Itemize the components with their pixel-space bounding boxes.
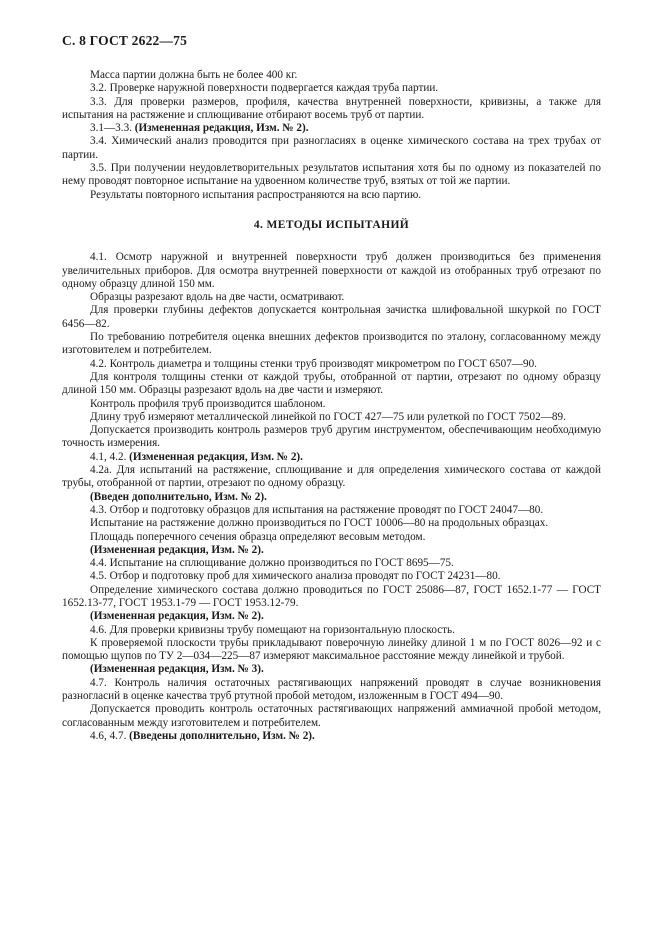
paragraph: Для контроля толщины стенки от каждой трубы, отобранной от партии, отрезают по одному образцу длиной 150 мм. Образцы разрезают вдоль на две части и измеряют.	[62, 370, 601, 397]
paragraph: 3.2. Проверке наружной поверхности подвергается каждая труба партии.	[90, 82, 439, 95]
amendment-label: (Измененная редакция, Изм. № 3).	[90, 663, 264, 676]
paragraph: Длину труб измеряют металлической линейкой по ГОСТ 427—75 или рулеткой по ГОСТ 7502—89.	[90, 410, 566, 423]
paragraph: Контроль профиля труб производится шаблоном.	[90, 397, 326, 410]
paragraph: 3.4. Химический анализ проводится при разногласиях в оценке химического состава на трех трубах от партии.	[62, 135, 601, 161]
paragraph: 4.7. Контроль наличия остаточных растягивающих напряжений проводят в случае возникновения разногласий в оценке качества труб ртутной пробой методом, изложенным в ГОСТ 494—90.	[62, 676, 601, 703]
document-body	[62, 69, 601, 743]
paragraph: Масса партии должна быть не более 400 кг.	[90, 69, 298, 81]
amendment-clause-ref: 3.1—3.3.	[90, 122, 135, 135]
paragraph: 4.1. Осмотр наружной и внутренней поверхности труб должен производиться без применения увеличительных приборов. Для осмотра внутренней поверхности от каждой из отобранных труб отрезают по одному образцу длиной 150 мм.	[62, 251, 601, 290]
amendment-note	[62, 610, 601, 623]
paragraph: 4.6. Для проверки кривизны трубу помещают на горизонтальную плоскость.	[90, 623, 455, 636]
paragraph: 3.3. Для проверки размеров, профиля, качества внутренней поверхности, кривизны, а также для испытания на растяжение и сплющивание отбирают восемь труб от партии.	[62, 95, 601, 121]
paragraph: К проверяемой плоскости трубы прикладывают поверочную линейку длиной 1 м по ГОСТ 8026—92 и с помощью щупов по ТУ 2—034—225—87 измеряют максимальное расстояние между линейкой и трубой.	[62, 636, 601, 663]
amendment-note	[62, 544, 601, 557]
section-4-body	[62, 251, 601, 743]
paragraph: По требованию потребителя оценка внешних дефектов производится по эталону, согласованному между изготовителем и потребителем.	[62, 331, 601, 357]
paragraph: 4.5. Отбор и подготовку проб для химического анализа проводят по ГОСТ 24231—80.	[90, 570, 501, 583]
section-3-continued	[62, 69, 601, 202]
amendment-note	[62, 122, 601, 135]
amendment-note	[62, 451, 601, 464]
amendment-clause-ref: 4.1, 4.2.	[90, 450, 130, 463]
paragraph: 4.4. Испытание на сплющивание должно производиться по ГОСТ 8695—75.	[90, 557, 454, 570]
amendment-label: (Введен дополнительно, Изм. № 2).	[90, 490, 267, 503]
paragraph: 3.5. При получении неудовлетворительных результатов испытания хотя бы по одному из показателей по нему проводят повторное испытание на удвоенном количестве труб, взятых от той же партии.	[62, 162, 601, 188]
paragraph: Допускается производить контроль размеров труб другим инструментом, обеспечивающим необходимую точность измерения.	[62, 424, 601, 450]
section-title: 4. МЕТОДЫ ИСПЫТАНИЙ	[253, 218, 410, 231]
amendment-label: (Введены дополнительно, Изм. № 2).	[129, 729, 315, 742]
amendment-note	[62, 491, 601, 504]
paragraph: Определение химического состава должно проводиться по ГОСТ 25086—87, ГОСТ 1652.1-77 — ГОСТ 1652.13-77, ГОСТ 1953.1-79 — ГОСТ 1953.12-79.	[62, 583, 601, 609]
paragraph: 4.2а. Для испытаний на растяжение, сплющивание и для определения химического состава от каждой трубы, отобранной от партии, отрезают по одному образцу.	[62, 464, 601, 490]
amendment-label: (Измененная редакция, Изм. № 2).	[134, 122, 309, 135]
amendment-clause-ref: 4.6, 4.7.	[90, 729, 130, 742]
paragraph: Результаты повторного испытания распространяются на всю партию.	[90, 188, 422, 201]
amendment-note	[62, 663, 601, 676]
amendment-label: (Измененная редакция, Изм. № 2).	[129, 450, 303, 463]
paragraph: Допускается проводить контроль остаточных растягивающих напряжений аммиачной пробой методом, согласованным между изготовителем и потребителем.	[62, 703, 601, 729]
page-header: С. 8 ГОСТ 2622—75	[62, 33, 188, 48]
paragraph: Площадь поперечного сечения образца определяют весовым методом.	[90, 530, 426, 543]
amendment-note	[62, 730, 601, 743]
paragraph: Образцы разрезают вдоль на две части, осматривают.	[90, 291, 345, 304]
paragraph: Испытание на растяжение должно производиться по ГОСТ 10006—80 на продольных образцах.	[90, 517, 549, 530]
paragraph: 4.2. Контроль диаметра и толщины стенки труб производят микрометром по ГОСТ 6507—90.	[90, 357, 537, 370]
amendment-label: (Измененная редакция, Изм. № 2).	[90, 610, 264, 623]
paragraph: 4.3. Отбор и подготовку образцов для испытания на растяжение проводят по ГОСТ 24047—80.	[90, 503, 544, 516]
amendment-label: (Измененная редакция, Изм. № 2).	[90, 543, 264, 556]
paragraph: Для проверки глубины дефектов допускается контрольная зачистка шлифовальной шкуркой по ГОСТ 6456—82.	[62, 304, 601, 330]
